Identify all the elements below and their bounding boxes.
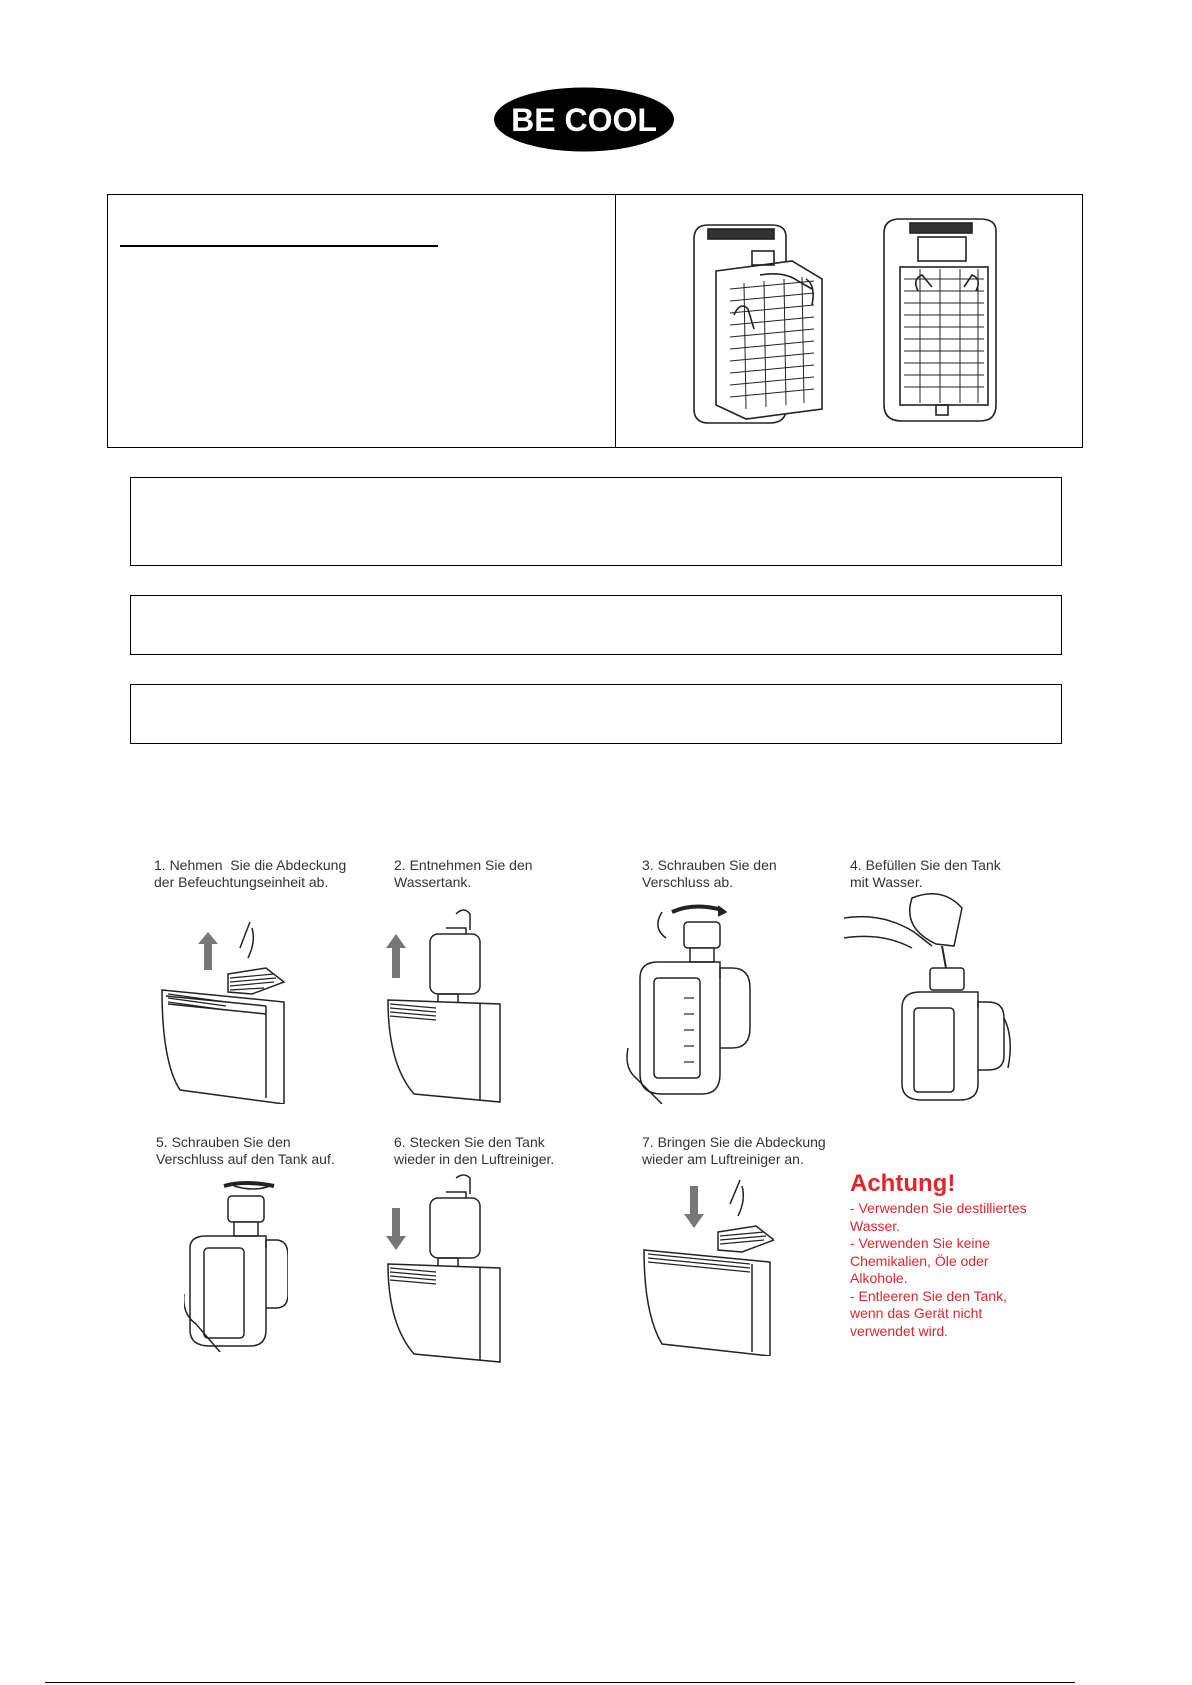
step-5-caption: 5. Schrauben Sie den Verschluss auf den Tank auf. [156,1134,335,1167]
tank-filling-illustration [842,888,1016,1104]
brand-logo [493,87,675,152]
warning-list [850,1200,1050,1340]
cap-unscrew-icon [622,898,752,1104]
warning-line-2: - Verwenden Sie keine Chemikalien, Öle oder Alkohole. [850,1235,991,1286]
tank-insert-icon [384,1174,502,1364]
cover-attach-illustration [640,1174,774,1356]
step-2-caption: 2. Entnehmen Sie den Wassertank. [394,857,533,890]
text-box-1 [130,477,1062,566]
box-divider [615,195,616,447]
warning-line-3: - Entleeren Sie den Tank, wenn das Gerät nicht verwendet wird. [850,1287,1007,1339]
svg-text:BE COOL: BE COOL [511,102,657,138]
cap-screw-illustration [184,1174,288,1352]
tank-insert-illustration [384,1174,502,1364]
step-6-caption: 6. Stecken Sie den Tank wieder in den Luftreiniger. [394,1134,555,1167]
air-purifier-filter-icon [674,209,1050,431]
cap-screw-icon [184,1174,288,1352]
step-4-caption: 4. Befüllen Sie den Tank mit Wasser. [850,857,1001,890]
cover-removal-icon [156,912,286,1104]
text-box-3 [130,684,1062,744]
filter-section-box [107,194,1083,448]
step-3-caption: 3. Schrauben Sie den Verschluss ab. [642,857,777,890]
cover-attach-icon [640,1174,774,1356]
tank-removal-icon [384,904,502,1104]
filter-replacement-illustration [674,209,1050,431]
footer-rule [45,1682,1075,1683]
heading-underline [120,245,438,247]
cap-unscrew-illustration [622,898,752,1104]
tank-removal-illustration [384,904,502,1104]
be-cool-logo-icon [493,87,675,152]
warning-title: Achtung! [850,1170,956,1197]
text-box-2 [130,595,1062,655]
step-7-caption: 7. Bringen Sie die Abdeckung wieder am Luftreiniger an. [642,1134,826,1167]
cover-removal-illustration [156,912,286,1104]
tank-filling-icon [842,888,1016,1104]
step-1-caption: 1. Nehmen Sie die Abdeckung der Befeuchtungseinheit ab. [154,857,347,890]
warning-line-1: - Verwenden Sie destilliertes Wasser. [850,1200,1027,1234]
